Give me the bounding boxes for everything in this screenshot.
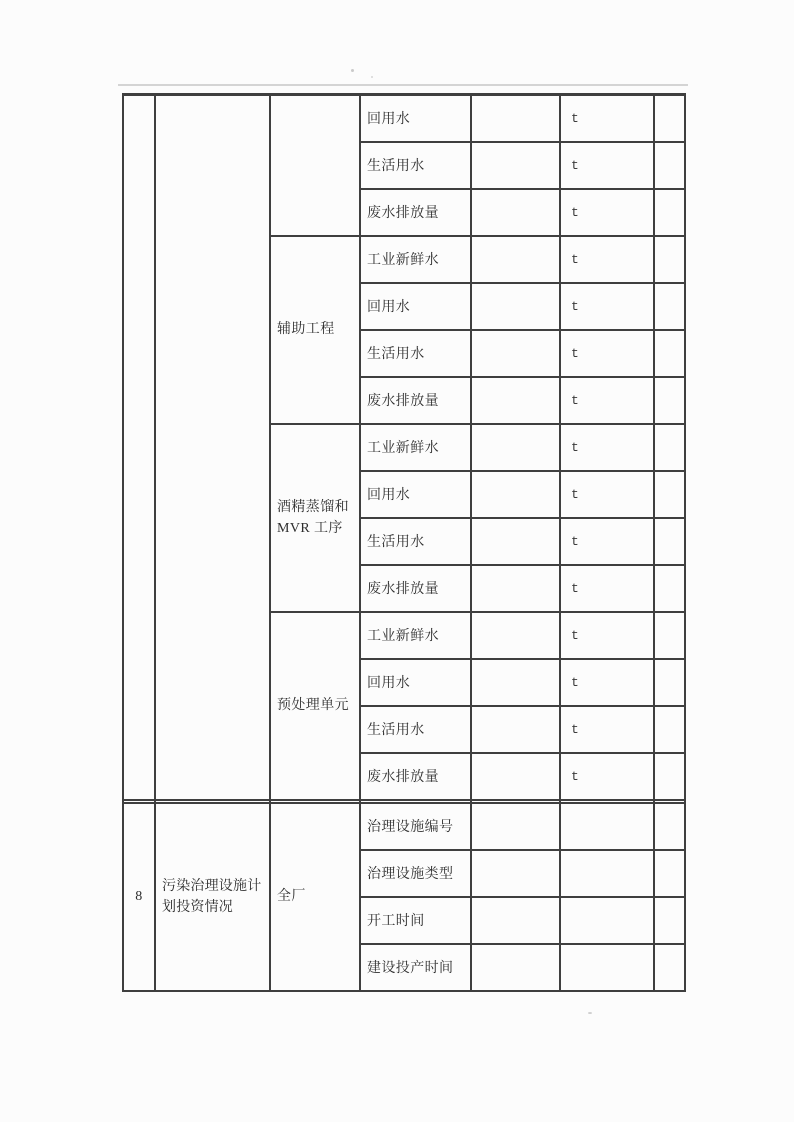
unit-cell: t	[560, 659, 654, 706]
category-cell: 污染治理设施计划投资情况	[155, 803, 270, 991]
group-cell: 预处理单元	[270, 612, 360, 800]
value-cell	[471, 283, 560, 330]
value-cell	[471, 612, 560, 659]
item-cell: 工业新鲜水	[360, 424, 471, 471]
end-cell	[654, 803, 685, 850]
row-number-cell: 8	[123, 803, 155, 991]
value-cell	[471, 659, 560, 706]
unit-cell: t	[560, 753, 654, 800]
unit-cell: t	[560, 518, 654, 565]
unit-cell: t	[560, 236, 654, 283]
item-cell: 废水排放量	[360, 565, 471, 612]
main-table	[122, 93, 686, 992]
unit-cell: t	[560, 377, 654, 424]
unit-cell: t	[560, 330, 654, 377]
item-cell: 回用水	[360, 95, 471, 142]
unit-cell: t	[560, 142, 654, 189]
end-cell	[654, 659, 685, 706]
value-cell	[471, 189, 560, 236]
group-cell: 辅助工程	[270, 236, 360, 424]
category-cell	[155, 95, 270, 800]
unit-cell	[560, 850, 654, 897]
end-cell	[654, 612, 685, 659]
item-cell: 治理设施类型	[360, 850, 471, 897]
unit-cell: t	[560, 95, 654, 142]
unit-cell	[560, 803, 654, 850]
end-cell	[654, 897, 685, 944]
end-cell	[654, 283, 685, 330]
end-cell	[654, 330, 685, 377]
end-cell	[654, 850, 685, 897]
end-cell	[654, 753, 685, 800]
group-cell: 酒精蒸馏和 MVR 工序	[270, 424, 360, 612]
value-cell	[471, 803, 560, 850]
end-cell	[654, 424, 685, 471]
row-number-cell	[123, 95, 155, 800]
table-row	[123, 95, 685, 142]
group-cell: 全厂	[270, 803, 360, 991]
unit-cell: t	[560, 283, 654, 330]
table-container	[122, 93, 686, 992]
value-cell	[471, 753, 560, 800]
item-cell: 废水排放量	[360, 753, 471, 800]
scan-speck	[371, 76, 373, 78]
scan-speck	[351, 69, 354, 72]
unit-cell: t	[560, 424, 654, 471]
item-cell: 回用水	[360, 283, 471, 330]
item-cell: 废水排放量	[360, 189, 471, 236]
value-cell	[471, 897, 560, 944]
end-cell	[654, 189, 685, 236]
item-cell: 工业新鲜水	[360, 612, 471, 659]
end-cell	[654, 471, 685, 518]
end-cell	[654, 565, 685, 612]
value-cell	[471, 424, 560, 471]
item-cell: 建设投产时间	[360, 944, 471, 991]
value-cell	[471, 377, 560, 424]
item-cell: 生活用水	[360, 142, 471, 189]
value-cell	[471, 236, 560, 283]
scan-speck	[588, 1012, 592, 1014]
value-cell	[471, 518, 560, 565]
item-cell: 废水排放量	[360, 377, 471, 424]
end-cell	[654, 95, 685, 142]
end-cell	[654, 518, 685, 565]
item-cell: 治理设施编号	[360, 803, 471, 850]
value-cell	[471, 95, 560, 142]
value-cell	[471, 850, 560, 897]
end-cell	[654, 142, 685, 189]
unit-cell: t	[560, 565, 654, 612]
scan-artifact-line	[118, 84, 688, 86]
group-cell	[270, 95, 360, 236]
end-cell	[654, 706, 685, 753]
item-cell: 回用水	[360, 659, 471, 706]
value-cell	[471, 471, 560, 518]
unit-cell	[560, 944, 654, 991]
value-cell	[471, 330, 560, 377]
value-cell	[471, 944, 560, 991]
item-cell: 回用水	[360, 471, 471, 518]
value-cell	[471, 565, 560, 612]
item-cell: 工业新鲜水	[360, 236, 471, 283]
end-cell	[654, 236, 685, 283]
end-cell	[654, 377, 685, 424]
item-cell: 开工时间	[360, 897, 471, 944]
value-cell	[471, 706, 560, 753]
unit-cell: t	[560, 706, 654, 753]
unit-cell	[560, 897, 654, 944]
end-cell	[654, 944, 685, 991]
item-cell: 生活用水	[360, 518, 471, 565]
value-cell	[471, 142, 560, 189]
table-row	[123, 803, 685, 850]
unit-cell: t	[560, 189, 654, 236]
item-cell: 生活用水	[360, 706, 471, 753]
unit-cell: t	[560, 612, 654, 659]
item-cell: 生活用水	[360, 330, 471, 377]
unit-cell: t	[560, 471, 654, 518]
